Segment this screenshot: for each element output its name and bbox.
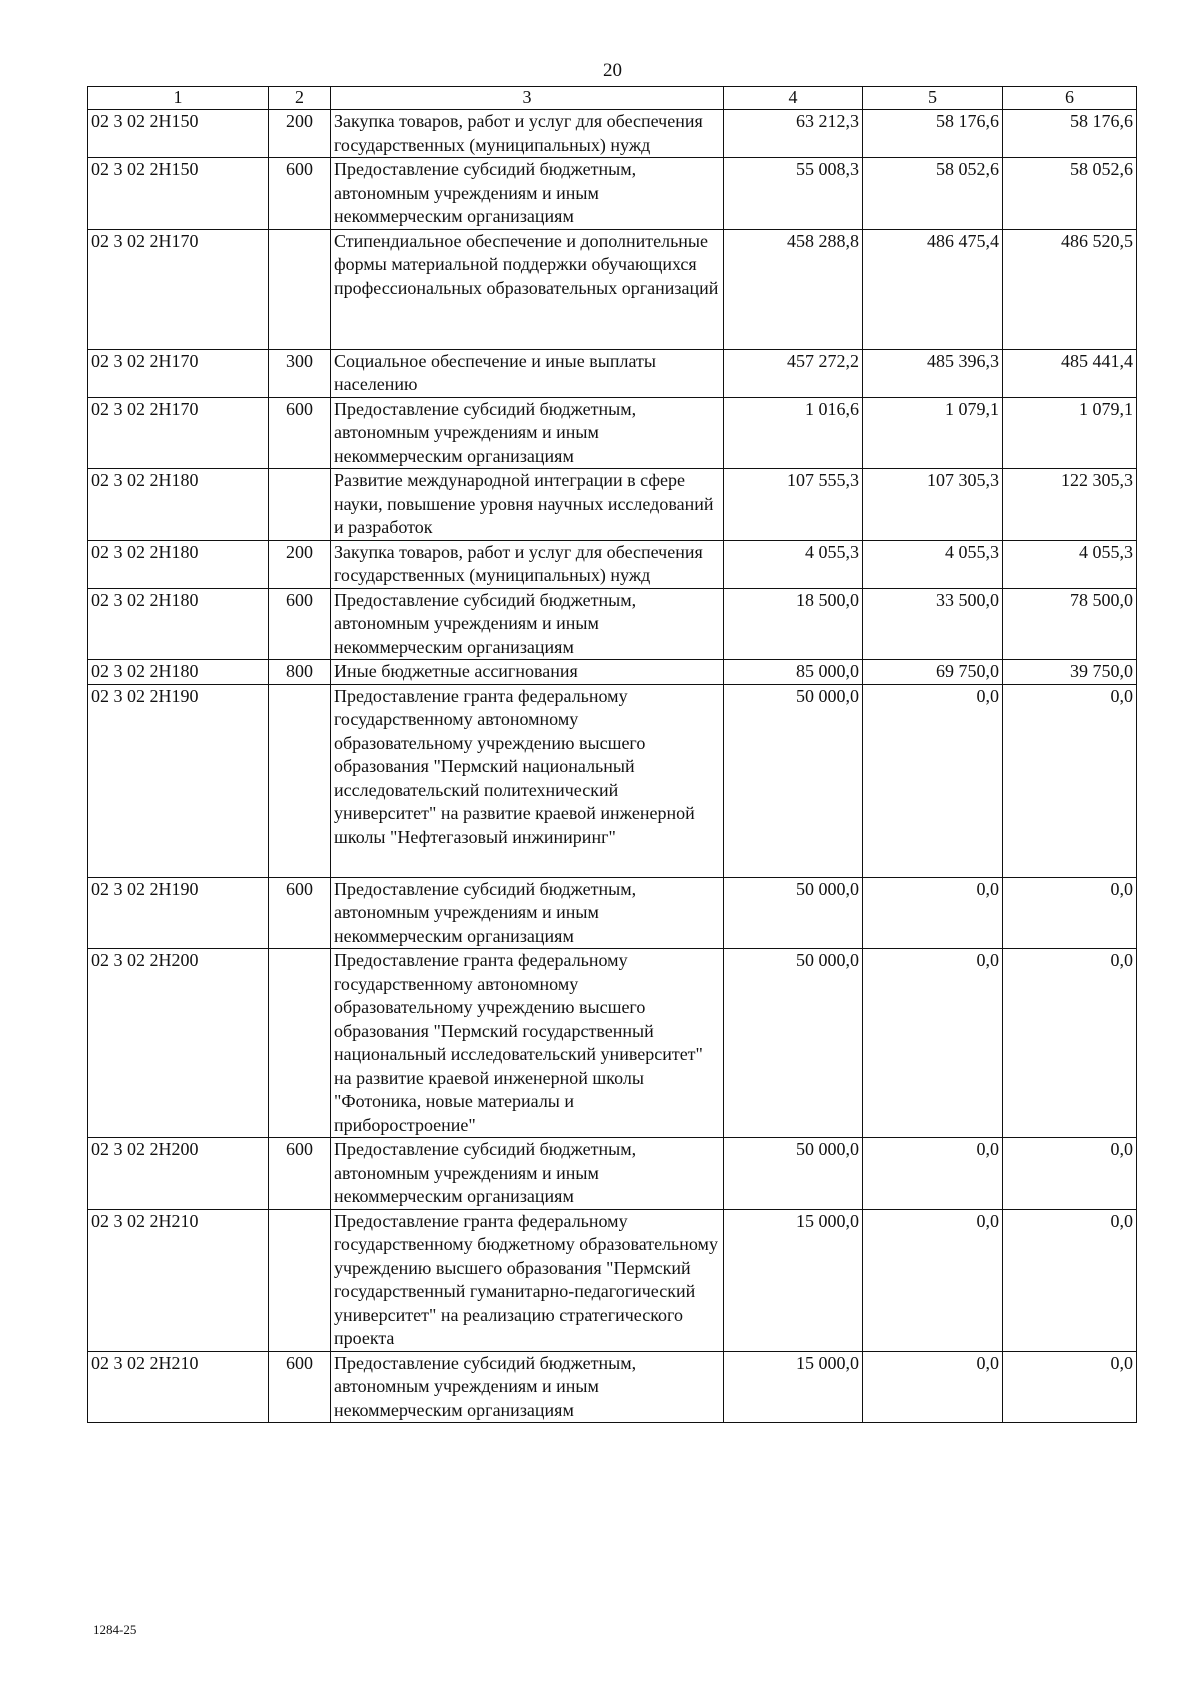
amount-cell-col6: 58 176,6 [1003, 110, 1137, 158]
expense-type-cell: 600 [269, 1351, 331, 1423]
amount-cell-col6: 0,0 [1003, 684, 1137, 877]
amount-cell-col6: 58 052,6 [1003, 158, 1137, 230]
item-name-cell: Предоставление субсидий бюджетным, автономным учреждениям и иным некоммерческим организациям [331, 588, 724, 660]
amount-cell-col5: 485 396,3 [863, 349, 1003, 397]
expense-type-cell [269, 229, 331, 349]
table-row [88, 588, 1137, 660]
amount-cell-col4: 458 288,8 [724, 229, 863, 349]
budget-code-cell: 02 3 02 2Н190 [88, 684, 269, 877]
amount-cell-col5: 0,0 [863, 949, 1003, 1138]
table-row [88, 158, 1137, 230]
item-name-cell: Предоставление гранта федеральному государственному бюджетному образовательному учреждению высшего образования "Пермский государственный гуманитарно-педагогический университет" на реализацию стратегического проекта [331, 1209, 724, 1351]
amount-cell-col5: 107 305,3 [863, 469, 1003, 541]
item-name-cell: Предоставление субсидий бюджетным, автономным учреждениям и иным некоммерческим организациям [331, 158, 724, 230]
expense-type-cell: 200 [269, 540, 331, 588]
column-header: 3 [331, 87, 724, 110]
table-row [88, 660, 1137, 685]
column-header: 2 [269, 87, 331, 110]
amount-cell-col5: 58 176,6 [863, 110, 1003, 158]
table-row [88, 397, 1137, 469]
table-row [88, 949, 1137, 1138]
amount-cell-col4: 63 212,3 [724, 110, 863, 158]
amount-cell-col4: 50 000,0 [724, 1138, 863, 1210]
amount-cell-col6: 485 441,4 [1003, 349, 1137, 397]
amount-cell-col6: 0,0 [1003, 949, 1137, 1138]
amount-cell-col5: 58 052,6 [863, 158, 1003, 230]
item-name-cell: Предоставление субсидий бюджетным, автономным учреждениям и иным некоммерческим организациям [331, 1138, 724, 1210]
table-row [88, 110, 1137, 158]
budget-code-cell: 02 3 02 2Н200 [88, 949, 269, 1138]
expense-type-cell [269, 469, 331, 541]
table-header-row [88, 87, 1137, 110]
amount-cell-col4: 55 008,3 [724, 158, 863, 230]
item-name-cell: Социальное обеспечение и иные выплаты населению [331, 349, 724, 397]
amount-cell-col5: 0,0 [863, 1209, 1003, 1351]
table-row [88, 684, 1137, 877]
expense-type-cell: 600 [269, 877, 331, 949]
expense-type-cell: 600 [269, 1138, 331, 1210]
amount-cell-col6: 4 055,3 [1003, 540, 1137, 588]
table-row [88, 1209, 1137, 1351]
table-row [88, 540, 1137, 588]
column-header: 4 [724, 87, 863, 110]
expense-type-cell: 600 [269, 158, 331, 230]
expense-type-cell [269, 1209, 331, 1351]
amount-cell-col4: 18 500,0 [724, 588, 863, 660]
budget-code-cell: 02 3 02 2Н200 [88, 1138, 269, 1210]
table-row [88, 349, 1137, 397]
amount-cell-col5: 486 475,4 [863, 229, 1003, 349]
item-name-cell: Предоставление субсидий бюджетным, автономным учреждениям и иным некоммерческим организациям [331, 877, 724, 949]
item-name-cell: Закупка товаров, работ и услуг для обеспечения государственных (муниципальных) нужд [331, 540, 724, 588]
amount-cell-col5: 69 750,0 [863, 660, 1003, 685]
amount-cell-col6: 0,0 [1003, 1138, 1137, 1210]
budget-code-cell: 02 3 02 2Н180 [88, 660, 269, 685]
budget-code-cell: 02 3 02 2Н190 [88, 877, 269, 949]
amount-cell-col4: 15 000,0 [724, 1351, 863, 1423]
expense-type-cell: 200 [269, 110, 331, 158]
amount-cell-col5: 1 079,1 [863, 397, 1003, 469]
amount-cell-col6: 78 500,0 [1003, 588, 1137, 660]
budget-code-cell: 02 3 02 2Н180 [88, 588, 269, 660]
table-row [88, 1138, 1137, 1210]
expense-type-cell [269, 684, 331, 877]
budget-code-cell: 02 3 02 2Н180 [88, 540, 269, 588]
budget-code-cell: 02 3 02 2Н170 [88, 229, 269, 349]
item-name-cell: Развитие международной интеграции в сфере науки, повышение уровня научных исследований и разработок [331, 469, 724, 541]
amount-cell-col6: 0,0 [1003, 1351, 1137, 1423]
budget-code-cell: 02 3 02 2Н210 [88, 1209, 269, 1351]
amount-cell-col5: 0,0 [863, 1351, 1003, 1423]
amount-cell-col4: 4 055,3 [724, 540, 863, 588]
amount-cell-col6: 486 520,5 [1003, 229, 1137, 349]
amount-cell-col5: 0,0 [863, 877, 1003, 949]
budget-code-cell: 02 3 02 2Н170 [88, 397, 269, 469]
column-header: 5 [863, 87, 1003, 110]
amount-cell-col4: 107 555,3 [724, 469, 863, 541]
amount-cell-col4: 50 000,0 [724, 877, 863, 949]
item-name-cell: Иные бюджетные ассигнования [331, 660, 724, 685]
budget-code-cell: 02 3 02 2Н150 [88, 158, 269, 230]
document-footer-code: 1284-25 [93, 1622, 137, 1637]
item-name-cell: Предоставление субсидий бюджетным, автономным учреждениям и иным некоммерческим организациям [331, 397, 724, 469]
amount-cell-col5: 33 500,0 [863, 588, 1003, 660]
item-name-cell: Предоставление гранта федеральному государственному автономному образовательному учреждению высшего образования "Пермский национальный исследовательский политехнический университет" на развитие краевой инженерной школы "Нефтегазовый инжиниринг" [331, 684, 724, 877]
amount-cell-col4: 1 016,6 [724, 397, 863, 469]
amount-cell-col5: 0,0 [863, 1138, 1003, 1210]
amount-cell-col4: 85 000,0 [724, 660, 863, 685]
table-row [88, 1351, 1137, 1423]
table-row [88, 469, 1137, 541]
expense-type-cell: 600 [269, 588, 331, 660]
amount-cell-col6: 0,0 [1003, 1209, 1137, 1351]
expense-type-cell [269, 949, 331, 1138]
amount-cell-col4: 457 272,2 [724, 349, 863, 397]
expense-type-cell: 800 [269, 660, 331, 685]
expense-type-cell: 600 [269, 397, 331, 469]
amount-cell-col6: 1 079,1 [1003, 397, 1137, 469]
column-header: 6 [1003, 87, 1137, 110]
item-name-cell: Предоставление субсидий бюджетным, автономным учреждениям и иным некоммерческим организациям [331, 1351, 724, 1423]
budget-table [87, 86, 1137, 1423]
budget-code-cell: 02 3 02 2Н170 [88, 349, 269, 397]
item-name-cell: Стипендиальное обеспечение и дополнительные формы материальной поддержки обучающихся профессиональных образовательных организаций [331, 229, 724, 349]
amount-cell-col6: 39 750,0 [1003, 660, 1137, 685]
page-number: 20 [603, 60, 622, 81]
budget-code-cell: 02 3 02 2Н180 [88, 469, 269, 541]
amount-cell-col5: 4 055,3 [863, 540, 1003, 588]
amount-cell-col6: 122 305,3 [1003, 469, 1137, 541]
table-row [88, 229, 1137, 349]
amount-cell-col6: 0,0 [1003, 877, 1137, 949]
column-header: 1 [88, 87, 269, 110]
amount-cell-col4: 15 000,0 [724, 1209, 863, 1351]
amount-cell-col4: 50 000,0 [724, 949, 863, 1138]
expense-type-cell: 300 [269, 349, 331, 397]
budget-code-cell: 02 3 02 2Н210 [88, 1351, 269, 1423]
table-row [88, 877, 1137, 949]
item-name-cell: Предоставление гранта федеральному государственному автономному образовательному учреждению высшего образования "Пермский государственный национальный исследовательский университет" на развитие краевой инженерной школы "Фотоника, новые материалы и приборостроение" [331, 949, 724, 1138]
item-name-cell: Закупка товаров, работ и услуг для обеспечения государственных (муниципальных) нужд [331, 110, 724, 158]
budget-code-cell: 02 3 02 2Н150 [88, 110, 269, 158]
amount-cell-col5: 0,0 [863, 684, 1003, 877]
amount-cell-col4: 50 000,0 [724, 684, 863, 877]
